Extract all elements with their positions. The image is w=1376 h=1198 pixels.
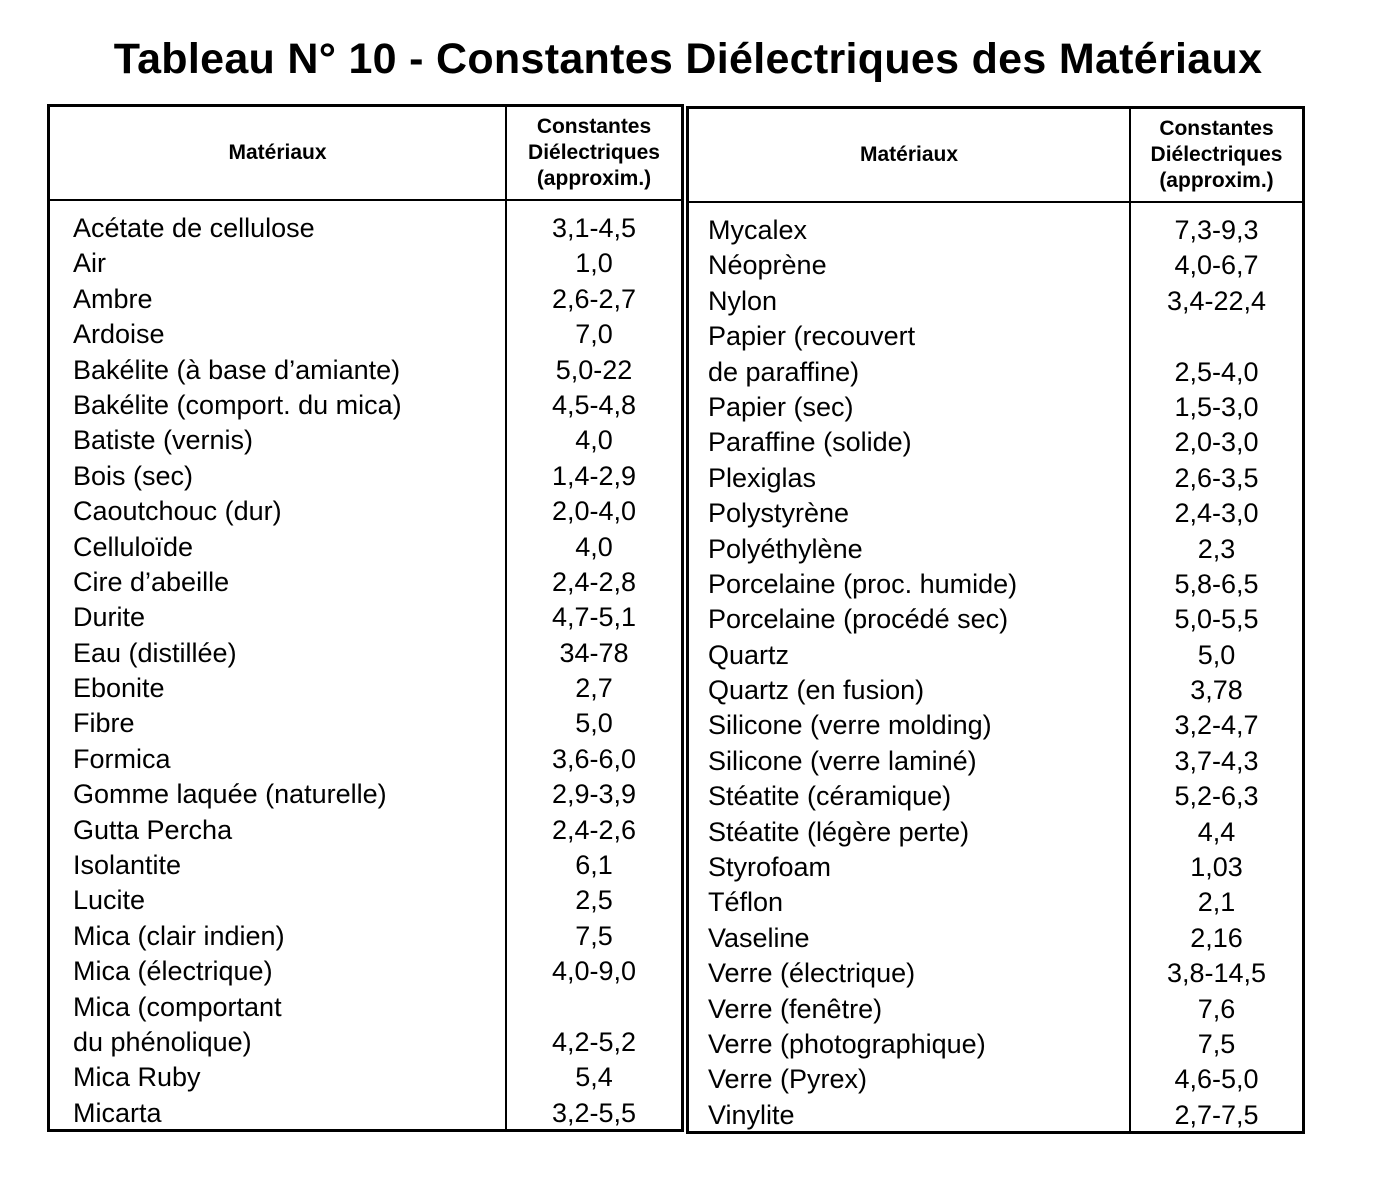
table-row [50, 1096, 681, 1131]
material-name: Air [73, 248, 106, 279]
header-constant-line2: Diélectriques [1150, 143, 1283, 166]
table-row [689, 673, 1302, 708]
table-row [50, 636, 681, 671]
dielectric-constant: 2,3 [1197, 533, 1236, 564]
table-row [50, 1060, 681, 1095]
table-row [50, 990, 681, 1025]
material-name: Bois (sec) [73, 460, 194, 491]
dielectric-constant: 4,4 [1197, 816, 1236, 847]
header-constant-line3: (approxim.) [536, 167, 652, 190]
dielectric-constant: 6,1 [575, 850, 613, 881]
material-name: Polyéthylène [708, 533, 863, 564]
material-name: Néoprène [708, 250, 827, 281]
dielectric-constant: 7,6 [1197, 993, 1236, 1024]
material-name: Stéatite (légère perte) [708, 816, 970, 847]
rows-left [50, 211, 681, 1131]
table-row [689, 284, 1302, 319]
dielectric-constant: 1,0 [575, 248, 613, 279]
material-name: Silicone (verre laminé) [708, 745, 977, 776]
table-row [689, 425, 1302, 460]
header-constant [507, 107, 681, 199]
dielectric-constant: 5,2-6,3 [1174, 781, 1259, 812]
table-row [50, 459, 681, 494]
material-name: Paraffine (solide) [708, 427, 912, 458]
material-name: Batiste (vernis) [73, 425, 254, 456]
dielectric-constant: 2,4-2,6 [551, 814, 637, 845]
table-row [689, 885, 1302, 920]
dielectric-constant: 3,78 [1190, 675, 1243, 706]
material-name: Verre (fenêtre) [708, 993, 883, 1024]
dielectric-constant: 5,0-5,5 [1174, 604, 1259, 635]
table-row [50, 282, 681, 317]
dielectric-constant: 2,6-2,7 [551, 283, 637, 314]
dielectric-constant: 4,5-4,8 [551, 389, 637, 420]
dielectric-constant: 4,0-6,7 [1174, 250, 1259, 281]
dielectric-constant: 5,8-6,5 [1174, 568, 1259, 599]
table-row [689, 708, 1302, 743]
material-name: Vinylite [708, 1099, 795, 1130]
dielectric-constant: 7,0 [575, 319, 613, 350]
material-name: Mica (comportant [73, 991, 282, 1022]
table-row [689, 744, 1302, 779]
material-name: Vaseline [708, 922, 810, 953]
dielectric-constant: 5,0-22 [555, 354, 633, 385]
table-row [689, 1027, 1302, 1062]
material-name: Mycalex [708, 215, 808, 245]
table-row [689, 1098, 1302, 1133]
dielectric-constant: 2,0-3,0 [1174, 427, 1259, 458]
header-constant-line1: Constantes [536, 115, 652, 138]
dielectric-constant: 3,1-4,5 [551, 213, 637, 243]
material-name: Mica (clair indien) [73, 920, 285, 951]
dielectric-constant: 2,5 [575, 885, 613, 916]
material-name: Gutta Percha [73, 814, 233, 845]
header-material: Matériaux [228, 141, 327, 164]
material-name: de paraffine) [708, 356, 860, 387]
dielectric-constant: 5,0 [575, 708, 613, 739]
material-name: Silicone (verre molding) [708, 710, 992, 741]
table-row [50, 813, 681, 848]
table-row [689, 319, 1302, 354]
table-row [689, 390, 1302, 425]
dielectric-constant: 2,9-3,9 [551, 779, 637, 810]
material-name: du phénolique) [73, 1026, 252, 1057]
dielectric-constant: 7,5 [1197, 1028, 1236, 1059]
material-name: Quartz [708, 639, 790, 670]
material-name: Ardoise [73, 319, 165, 350]
table-row [689, 1062, 1302, 1097]
table-row [50, 848, 681, 883]
table-row [50, 211, 681, 246]
header-divider [689, 201, 1302, 203]
header-material: Matériaux [859, 143, 959, 166]
dielectric-constant: 2,4-2,8 [551, 566, 637, 597]
table-right [686, 106, 1305, 1134]
table-row [689, 638, 1302, 673]
table-row [689, 496, 1302, 531]
material-name: Plexiglas [708, 462, 817, 493]
header-constant-line2: Diélectriques [528, 141, 660, 164]
material-name: Caoutchouc (dur) [73, 496, 282, 527]
table-row [689, 213, 1302, 248]
dielectric-constant: 3,4-22,4 [1166, 285, 1267, 316]
dielectric-constant: 4,0 [575, 531, 613, 562]
material-name: Ebonite [73, 673, 165, 704]
material-name: Stéatite (céramique) [708, 781, 952, 812]
dielectric-constant: 4,0 [575, 425, 613, 456]
material-name: Mica (électrique) [73, 956, 273, 987]
page-title: Tableau N° 10 - Constantes Diélectriques des Matériaux [113, 35, 1263, 83]
material-name: Styrofoam [708, 852, 832, 883]
material-name: Fibre [73, 708, 135, 739]
table-row [50, 317, 681, 352]
dielectric-constant: 2,16 [1190, 922, 1243, 953]
material-name: Verre (photographique) [708, 1028, 986, 1059]
dielectric-constant: 2,4-3,0 [1174, 498, 1259, 529]
material-name: Polystyrène [708, 498, 850, 529]
table-row [50, 742, 681, 777]
header-divider [50, 199, 681, 201]
dielectric-constant: 1,4-2,9 [551, 460, 637, 491]
material-name: Eau (distillée) [73, 637, 237, 668]
material-name: Quartz (en fusion) [708, 675, 925, 706]
dielectric-constant: 2,6-3,5 [1174, 462, 1259, 493]
material-name: Ambre [73, 283, 153, 314]
table-row [50, 246, 681, 281]
table-row [689, 532, 1302, 567]
dielectric-constant: 4,0-9,0 [551, 956, 637, 987]
dielectric-constant: 2,7 [575, 673, 613, 704]
material-name: Formica [73, 743, 171, 774]
table-row [50, 353, 681, 388]
dielectric-constant: 4,2-5,2 [551, 1026, 637, 1057]
material-name: Gomme laquée (naturelle) [73, 779, 387, 810]
dielectric-constant: 7,3-9,3 [1174, 215, 1259, 245]
header-constant [1131, 109, 1302, 201]
material-name: Bakélite (comport. du mica) [73, 389, 402, 420]
material-name: Durite [73, 602, 146, 633]
material-name: Isolantite [73, 850, 182, 881]
table-row [50, 494, 681, 529]
table-row [689, 779, 1302, 814]
material-name: Micarta [73, 1097, 162, 1128]
table-row [50, 565, 681, 600]
table-row [689, 921, 1302, 956]
table-row [50, 706, 681, 741]
dielectric-constant: 1,03 [1190, 852, 1243, 883]
material-name: Acétate de cellulose [73, 213, 315, 243]
material-name: Verre (électrique) [708, 958, 916, 989]
material-name: Porcelaine (proc. humide) [708, 568, 1018, 599]
table-row [50, 388, 681, 423]
dielectric-constant: 7,5 [575, 920, 613, 951]
dielectric-constant: 4,6-5,0 [1174, 1064, 1259, 1095]
material-name: Papier (sec) [708, 391, 854, 422]
dielectric-constant: 3,2-5,5 [551, 1097, 637, 1128]
material-name: Verre (Pyrex) [708, 1064, 868, 1095]
dielectric-constant: 5,4 [575, 1062, 613, 1093]
dielectric-constant: 1,5-3,0 [1174, 391, 1259, 422]
table-row [689, 567, 1302, 602]
dielectric-constant: 2,7-7,5 [1174, 1099, 1259, 1130]
dielectric-constant: 3,6-6,0 [551, 743, 637, 774]
table-row [50, 954, 681, 989]
dielectric-constant: 4,7-5,1 [551, 602, 637, 633]
dielectric-constant: 5,0 [1197, 639, 1236, 670]
material-name: Bakélite (à base d’amiante) [73, 354, 401, 385]
table-row [689, 956, 1302, 991]
table-left [47, 104, 684, 1132]
table-row [689, 602, 1302, 637]
table-row [50, 1025, 681, 1060]
material-name: Lucite [73, 885, 146, 916]
dielectric-constant: 2,5-4,0 [1174, 356, 1259, 387]
table-row [50, 600, 681, 635]
table-row [689, 355, 1302, 390]
table-row [50, 883, 681, 918]
rows-right [689, 213, 1302, 1133]
table-row [689, 815, 1302, 850]
material-name: Porcelaine (procédé sec) [708, 604, 1009, 635]
dielectric-constant: 2,0-4,0 [551, 496, 637, 527]
dielectric-constant: 3,8-14,5 [1166, 958, 1267, 989]
material-name: Nylon [708, 285, 778, 316]
table-row [50, 919, 681, 954]
dielectric-constant: 34-78 [559, 637, 629, 668]
table-row [50, 530, 681, 565]
table-row [50, 671, 681, 706]
dielectric-constant: 2,1 [1197, 887, 1236, 918]
material-name: Mica Ruby [73, 1062, 201, 1093]
material-name: Cire d’abeille [73, 566, 230, 597]
header-constant-line3: (approxim.) [1159, 169, 1274, 192]
material-name: Téflon [708, 887, 784, 918]
table-row [689, 461, 1302, 496]
table-row [689, 992, 1302, 1027]
material-name: Celluloïde [73, 531, 194, 562]
material-name: Papier (recouvert [708, 321, 916, 352]
table-row [689, 248, 1302, 283]
header-constant-line1: Constantes [1159, 117, 1274, 140]
table-row [689, 850, 1302, 885]
table-row [50, 777, 681, 812]
table-row [50, 423, 681, 458]
dielectric-constant: 3,2-4,7 [1174, 710, 1259, 741]
dielectric-constant: 3,7-4,3 [1174, 745, 1259, 776]
